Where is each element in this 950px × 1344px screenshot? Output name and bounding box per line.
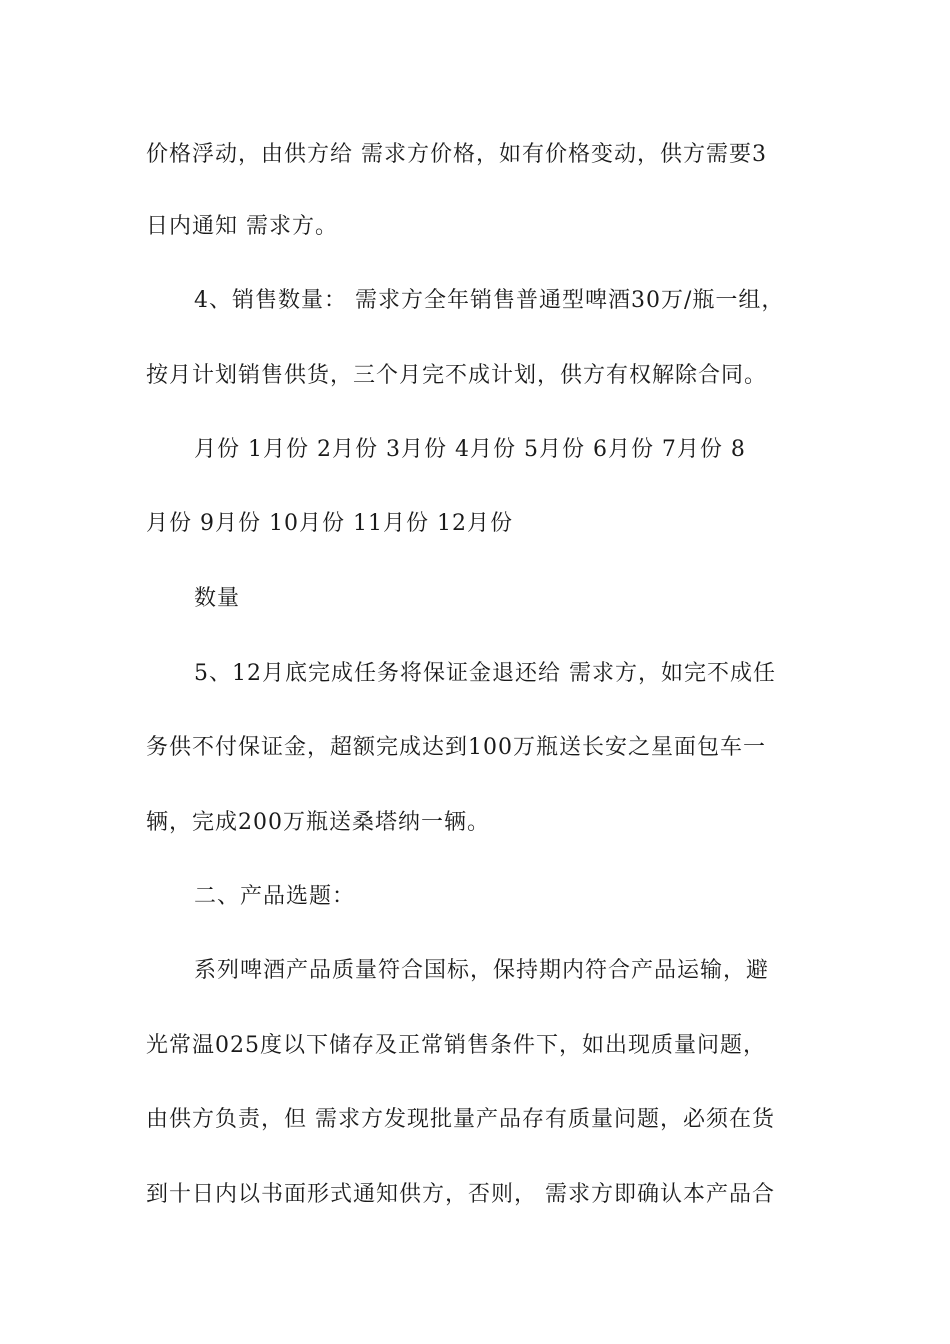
paragraph-line-15: 到十日内以书面形式通知供方，否则， 需求方即确认本产品合 [146, 1182, 775, 1207]
paragraph-line-9: 务供不付保证金，超额完成达到100万瓶送长安之星面包车一 [146, 735, 766, 760]
paragraph-line-1: 价格浮动，由供方给 需求方价格，如有价格变动，供方需要3 [146, 142, 767, 167]
section-heading: 二、产品选题： [194, 884, 356, 909]
paragraph-line-5: 月份 1月份 2月份 3月份 4月份 5月份 6月份 7月份 8 [194, 437, 746, 462]
paragraph-line-12: 系列啤酒产品质量符合国标，保持期内符合产品运输，避 [194, 958, 770, 983]
paragraph-line-3: 4、销售数量： 需求方全年销售普通型啤酒30万/瓶一组， [194, 288, 785, 313]
paragraph-line-2: 日内通知 需求方。 [146, 214, 338, 239]
paragraph-line-14: 由供方负责，但 需求方发现批量产品存有质量问题，必须在货 [146, 1107, 775, 1132]
paragraph-line-13: 光常温025度以下储存及正常销售条件下，如出现质量问题， [146, 1033, 766, 1058]
paragraph-line-6: 月份 9月份 10月份 11月份 12月份 [146, 511, 513, 536]
paragraph-line-8: 5、12月底完成任务将保证金退还给 需求方，如完不成任 [194, 661, 776, 686]
paragraph-line-7: 数量 [194, 586, 241, 611]
paragraph-line-4: 按月计划销售供货，三个月完不成计划，供方有权解除合同。 [146, 363, 768, 388]
paragraph-line-10: 辆，完成200万瓶送桑塔纳一辆。 [146, 810, 490, 835]
